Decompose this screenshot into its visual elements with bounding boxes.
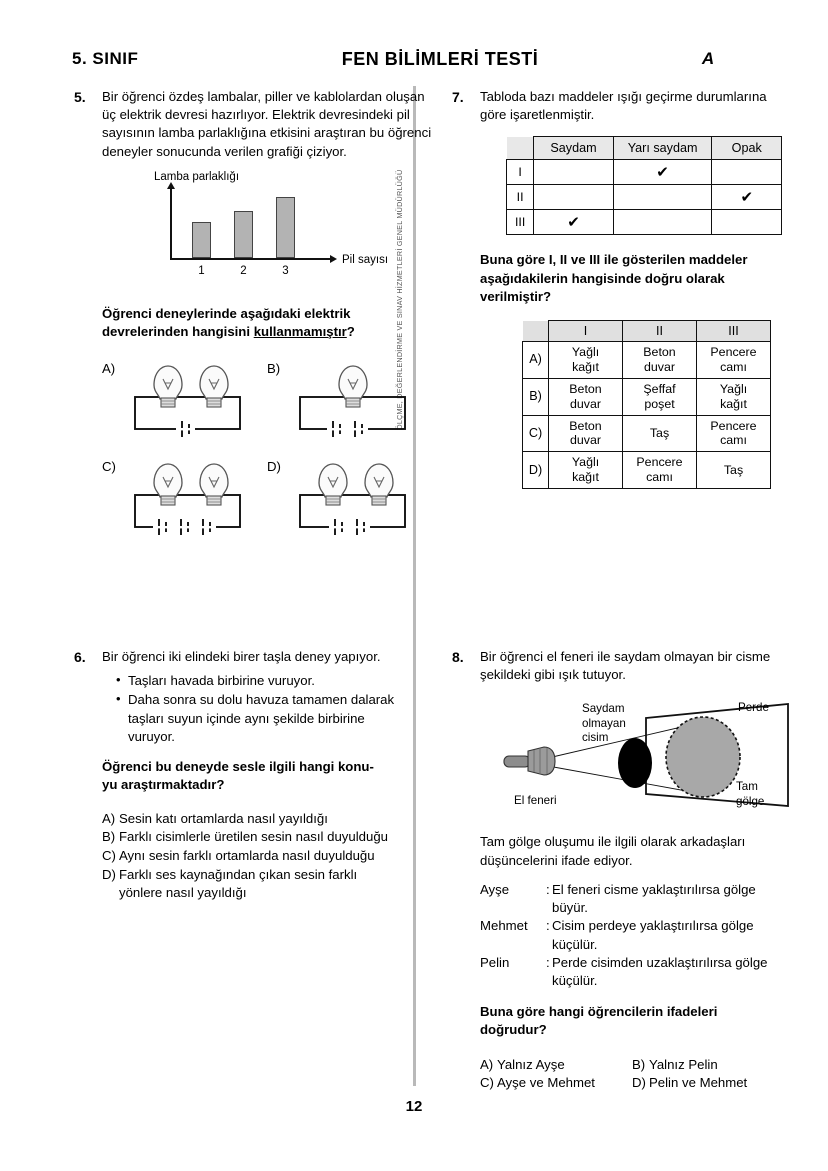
chart-plot-area	[170, 188, 389, 277]
speaker-colon: :	[546, 954, 550, 970]
option-d-label: D)	[632, 1075, 646, 1091]
booklet-letter: A	[701, 49, 715, 68]
cell-mark	[712, 160, 782, 185]
option-c[interactable]	[480, 1074, 632, 1093]
bulb-icon	[200, 464, 228, 505]
bulb-icon	[319, 464, 347, 505]
question-5-prompt-line1: Öğrenci deneylerinde aşağıdaki elektrik	[102, 305, 351, 321]
option-cell: Pencere camı	[623, 452, 697, 489]
prompt-text-a: devrelerinden hangisini	[102, 324, 254, 340]
option-c-text: Ayşe ve Mehmet	[497, 1075, 595, 1091]
bulb-icon	[365, 464, 393, 505]
option-a[interactable]	[480, 1056, 632, 1075]
option-a-text: Yalnız Ayşe	[497, 1056, 565, 1072]
chart-bar	[234, 211, 253, 258]
option-c-label: C)	[102, 459, 116, 475]
statement-pelin-cont: küçülür.	[552, 972, 598, 988]
table-row[interactable]	[523, 452, 771, 489]
question-8-intro-line2: düşüncelerini ifade ediyor.	[480, 852, 633, 868]
question-6-number: 6.	[74, 649, 86, 665]
option-c-text: Aynı sesin farklı ortamlarda nasıl duyulduğu	[119, 848, 375, 863]
shadow-label: Tam gölge	[736, 780, 765, 808]
statement-ayse	[480, 881, 798, 899]
option-c[interactable]	[102, 847, 404, 866]
option-cell: Taş	[697, 452, 771, 489]
option-b-label: B)	[632, 1056, 646, 1072]
page-footer	[0, 1098, 828, 1115]
question-5-stem: Bir öğrenci özdeş lambalar, piller ve kablolardan oluşan üç elektrik devresi hazırlıyor. Elektrik devresindeki pil sayısının lamba parlaklığına etkisini araştıran bu öğrenci deneyler sonucunda verilen grafiği çiziyor.	[102, 89, 432, 159]
chart-x-axis	[170, 258, 330, 260]
page-title: FEN BİLİMLERİ TESTİ	[341, 48, 539, 69]
chart-x-axis-label: Pil sayısı	[342, 253, 389, 266]
option-label: B)	[523, 378, 549, 415]
option-cell: Taş	[623, 415, 697, 452]
page-header	[72, 44, 768, 74]
option-row-cd	[102, 453, 432, 543]
bullet-item: • Daha sonra su dolu havuza tamamen dalarak taşları suyun içinde aynı şekilde birbirine vuruyor.	[116, 691, 404, 746]
bullet-item: • Taşları havada birbirine vuruyor.	[116, 672, 404, 690]
statement-ayse-cont: büyür.	[552, 900, 588, 916]
option-c-label: C)	[102, 848, 116, 863]
option-d[interactable]	[632, 1074, 747, 1093]
option-a-label: A)	[480, 1056, 494, 1072]
option-cell: Pencere camı	[697, 415, 771, 452]
full-shadow-ellipse	[666, 717, 740, 797]
chart-bar	[276, 197, 295, 258]
bulb-icon	[154, 366, 182, 407]
table-header-row	[523, 321, 771, 342]
table-corner-cell	[523, 321, 549, 342]
option-cell: Beton duvar	[549, 415, 623, 452]
right-column	[452, 88, 782, 489]
screen-label: Perde	[738, 701, 769, 715]
option-d-label: D)	[267, 459, 281, 475]
circuit-diagram-d	[267, 453, 432, 538]
option-b[interactable]	[632, 1056, 718, 1075]
table-row	[507, 160, 782, 185]
col-header-iii: III	[697, 321, 771, 342]
chart-x-tick: 2	[240, 264, 247, 277]
table-row[interactable]	[523, 342, 771, 379]
question-6-prompt-line1: Öğrenci bu deneyde sesle ilgili hangi konu-	[102, 759, 374, 775]
speaker-colon: :	[546, 918, 550, 934]
option-c-label: C)	[480, 1075, 494, 1091]
col-header-ii: II	[623, 321, 697, 342]
cell-mark	[712, 210, 782, 235]
option-d-continuation: yönlere nasıl yayıldığı	[119, 885, 247, 901]
option-cell: Yağlı kağıt	[549, 342, 623, 379]
option-b-text: Yalnız Pelin	[649, 1056, 718, 1072]
prompt-text-b: ?	[346, 324, 355, 340]
circuit-diagram-b	[267, 355, 432, 440]
option-a-text: Sesin katı ortamlarda nasıl yayıldığı	[119, 810, 328, 826]
bulb-icon	[339, 366, 367, 407]
left-column	[74, 88, 432, 551]
option-b-text: Farklı cisimlerle üretilen sesin nasıl duyulduğu	[119, 829, 388, 845]
cell-mark: ✔	[613, 160, 712, 185]
option-cell: Yağlı kağıt	[549, 452, 623, 489]
question-6	[74, 648, 404, 903]
option-a-label: A)	[102, 361, 116, 377]
table-row	[507, 185, 782, 210]
speaker-text: Perde cisimden uzaklaştırılırsa gölge	[552, 954, 768, 970]
option-cell: Beton duvar	[549, 378, 623, 415]
question-8-prompt-line2: doğrudur?	[480, 1022, 547, 1038]
opaque-object	[618, 738, 652, 788]
cell-mark	[534, 160, 613, 185]
col-header-saydam: Saydam	[534, 137, 613, 160]
speaker-text: El feneri cisme yaklaştırılırsa gölge	[552, 881, 756, 897]
option-b-label: B)	[102, 829, 116, 845]
chart-x-tick: 3	[282, 264, 289, 277]
option-a-label: A)	[102, 810, 116, 826]
option-d[interactable]	[102, 866, 404, 885]
cell-mark	[613, 185, 712, 210]
speaker-text: Cisim perdeye yaklaştırılırsa gölge	[552, 918, 754, 934]
speaker-name: Mehmet	[480, 918, 528, 934]
question-6-options	[102, 810, 404, 904]
grade-label: 5. SINIF	[72, 49, 139, 68]
option-c-circuit[interactable]	[102, 453, 267, 543]
bulb-icon	[154, 464, 182, 505]
question-8-options	[480, 1056, 798, 1093]
flashlight-label: El feneri	[514, 794, 557, 808]
option-label: A)	[523, 342, 549, 379]
option-cell: Beton duvar	[623, 342, 697, 379]
option-a-circuit[interactable]	[102, 355, 267, 445]
col-header-i: I	[549, 321, 623, 342]
question-7-number: 7.	[452, 89, 464, 105]
col-header-yari-saydam: Yarı saydam	[613, 137, 712, 160]
prompt-underlined: kullanmamıştır	[253, 324, 347, 340]
chart-y-axis-label: Lamba parlaklığı	[154, 170, 240, 183]
cell-mark: ✔	[534, 210, 613, 235]
option-b-circuit[interactable]	[267, 355, 432, 445]
table-corner-cell	[507, 137, 534, 160]
option-label: C)	[523, 415, 549, 452]
shadow-diagram	[498, 694, 798, 819]
question-7-stem: Tabloda bazı maddeler ışığı geçirme durumlarına göre işaretlenmiştir.	[480, 89, 767, 123]
question-5-prompt-line2	[102, 323, 432, 341]
student-statements	[480, 881, 798, 990]
table-row	[507, 210, 782, 235]
speaker-colon: :	[546, 881, 550, 897]
cell-mark	[534, 185, 613, 210]
chart-bar	[192, 222, 211, 258]
option-a[interactable]	[102, 810, 404, 829]
option-cell: Pencere camı	[697, 342, 771, 379]
bulb-icon	[200, 366, 228, 407]
table-header-row	[507, 137, 782, 160]
statement-pelin	[480, 954, 798, 972]
circuit-diagram-c	[102, 453, 267, 538]
transparency-table	[506, 136, 782, 235]
statement-mehmet-cont: küçülür.	[552, 936, 598, 952]
table-row[interactable]	[523, 378, 771, 415]
option-d-text: Pelin ve Mehmet	[649, 1075, 748, 1091]
question-8-stem: Bir öğrenci el feneri ile saydam olmayan bir cisme şekildeki gibi ışık tutuyor.	[480, 649, 771, 683]
option-b-label: B)	[267, 361, 281, 377]
question-7-prompt-line3: verilmiştir?	[480, 288, 552, 304]
answer-options-table	[522, 320, 771, 489]
page-number: 12	[405, 1098, 423, 1115]
question-8	[452, 648, 782, 1093]
row-label: I	[507, 160, 534, 185]
option-d-label: D)	[102, 866, 116, 882]
circuit-diagram-a	[102, 355, 267, 440]
question-8-number: 8.	[452, 649, 464, 665]
speaker-name: Pelin	[480, 954, 510, 970]
question-5-options	[102, 355, 432, 543]
question-5-number: 5.	[74, 89, 86, 105]
statement-mehmet	[480, 917, 798, 935]
question-6-prompt-line2: yu araştırmaktadır?	[102, 777, 225, 793]
question-8-intro-line1: Tam gölge oluşumu ile ilgili olarak arkadaşları	[480, 834, 746, 850]
cell-mark: ✔	[712, 185, 782, 210]
row-label: II	[507, 185, 534, 210]
option-d-text: Farklı ses kaynağından çıkan sesin farklı	[119, 866, 358, 882]
chart-y-axis	[170, 188, 172, 260]
question-7-prompt-line1: Buna göre I, II ve III ile gösterilen maddeler	[480, 252, 748, 268]
cell-mark	[613, 210, 712, 235]
col-header-opak: Opak	[712, 137, 782, 160]
option-b[interactable]	[102, 828, 404, 847]
question-6-stem: Bir öğrenci iki elindeki birer taşla deney yapıyor.	[102, 649, 381, 664]
option-row-ab	[102, 355, 432, 445]
flashlight-icon	[504, 747, 555, 775]
option-cell: Yağlı kağıt	[697, 378, 771, 415]
left-column-lower	[74, 648, 404, 903]
question-7-prompt-line2: aşağıdakilerin hangisinde doğru olarak	[480, 270, 725, 286]
question-5	[74, 88, 432, 551]
object-label: Saydam olmayan cisim	[582, 702, 626, 744]
speaker-name: Ayşe	[480, 881, 510, 897]
lamp-brightness-chart	[150, 171, 390, 279]
question-7	[452, 88, 782, 489]
row-label: III	[507, 210, 534, 235]
option-label: D)	[523, 452, 549, 489]
chart-x-tick: 1	[198, 264, 205, 277]
table-row[interactable]	[523, 415, 771, 452]
question-6-bullets	[102, 672, 404, 746]
option-d-circuit[interactable]	[267, 453, 432, 543]
right-column-lower	[452, 648, 782, 1093]
option-cell: Şeffaf poşet	[623, 378, 697, 415]
question-8-prompt-line1: Buna göre hangi öğrencilerin ifadeleri	[480, 1004, 718, 1020]
agency-vertical-text: ÖLÇME, DEĞERLENDİRME VE SINAV HİZMETLERİ GENEL MÜDÜRLÜĞÜ	[395, 169, 404, 430]
